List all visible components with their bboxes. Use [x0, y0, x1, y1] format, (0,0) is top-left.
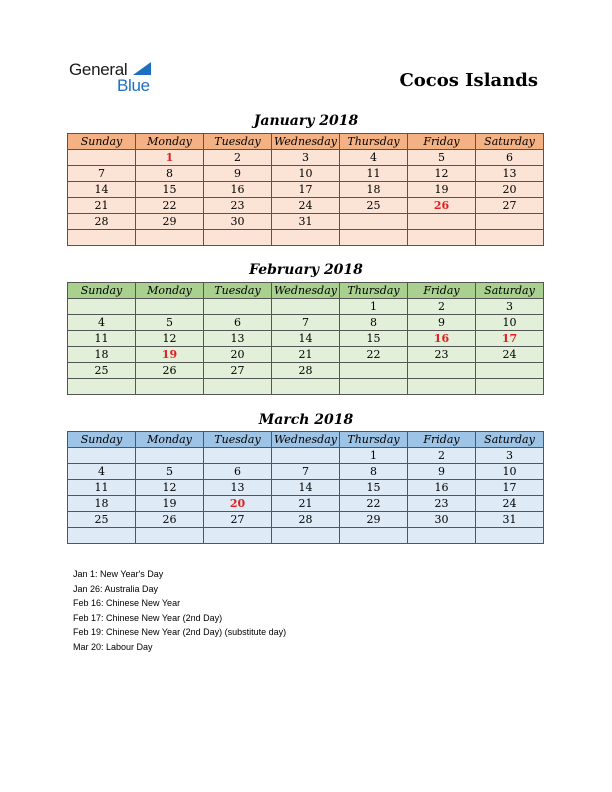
day-cell: 31 — [476, 512, 544, 528]
day-cell: 3 — [476, 448, 544, 464]
month-title-march: March 2018 — [258, 412, 354, 428]
day-cell: 28 — [272, 363, 340, 379]
day-cell: 8 — [136, 166, 204, 182]
day-cell: 2 — [204, 150, 272, 166]
day-cell — [68, 230, 136, 246]
day-cell: 6 — [204, 464, 272, 480]
weekday-header-row — [68, 283, 544, 299]
day-cell: 15 — [136, 182, 204, 198]
day-cell: 7 — [272, 315, 340, 331]
day-cell: 23 — [204, 198, 272, 214]
day-cell — [136, 299, 204, 315]
day-cell: 23 — [408, 347, 476, 363]
day-cell — [136, 230, 204, 246]
holiday-note: Feb 19: Chinese New Year (2nd Day) (substitute day) — [73, 627, 287, 637]
weekday-header: Monday — [136, 134, 204, 150]
day-cell — [476, 214, 544, 230]
logo-blue-text: Blue — [117, 76, 150, 95]
week-row — [68, 512, 544, 528]
day-cell — [272, 528, 340, 544]
weekday-header: Thursday — [340, 283, 408, 299]
calendar-february — [67, 282, 544, 395]
holiday-note: Feb 17: Chinese New Year (2nd Day) — [73, 612, 223, 623]
day-cell — [340, 214, 408, 230]
weekday-header: Sunday — [68, 134, 136, 150]
day-cell: 10 — [476, 315, 544, 331]
day-cell: 2 — [408, 448, 476, 464]
week-row — [68, 347, 544, 363]
day-cell: 3 — [476, 299, 544, 315]
day-cell: 12 — [136, 480, 204, 496]
day-cell — [204, 448, 272, 464]
day-cell: 2 — [408, 299, 476, 315]
day-cell: 25 — [340, 198, 408, 214]
day-cell: 4 — [68, 315, 136, 331]
day-cell: 20 — [204, 347, 272, 363]
day-cell: 12 — [408, 166, 476, 182]
week-row — [68, 363, 544, 379]
day-cell — [408, 230, 476, 246]
week-row — [68, 464, 544, 480]
day-cell: 22 — [340, 347, 408, 363]
day-cell — [204, 528, 272, 544]
month-title-january: January 2018 — [253, 113, 359, 129]
day-cell: 8 — [340, 464, 408, 480]
day-cell: 12 — [136, 331, 204, 347]
day-cell: 27 — [204, 363, 272, 379]
day-cell — [408, 528, 476, 544]
day-cell: 27 — [476, 198, 544, 214]
weekday-header: Tuesday — [204, 283, 272, 299]
day-cell: 11 — [68, 480, 136, 496]
day-cell — [408, 379, 476, 395]
day-cell: 29 — [340, 512, 408, 528]
day-cell: 16 — [204, 182, 272, 198]
weekday-header: Monday — [136, 432, 204, 448]
day-cell — [204, 230, 272, 246]
day-cell: 20 — [204, 496, 272, 512]
week-row — [68, 166, 544, 182]
day-cell: 24 — [476, 496, 544, 512]
calendar-january — [67, 133, 544, 246]
holiday-note: Feb 16: Chinese New Year — [73, 598, 181, 608]
weekday-header: Friday — [408, 283, 476, 299]
day-cell: 6 — [476, 150, 544, 166]
day-cell: 7 — [68, 166, 136, 182]
day-cell: 10 — [476, 464, 544, 480]
week-row — [68, 230, 544, 246]
day-cell: 18 — [68, 347, 136, 363]
weekday-header: Saturday — [476, 432, 544, 448]
holiday-note: Jan 26: Australia Day — [73, 583, 159, 594]
day-cell: 3 — [272, 150, 340, 166]
day-cell — [340, 379, 408, 395]
day-cell — [408, 214, 476, 230]
day-cell: 31 — [272, 214, 340, 230]
logo — [69, 60, 169, 96]
weekday-header-row — [68, 134, 544, 150]
day-cell — [340, 528, 408, 544]
day-cell: 9 — [408, 315, 476, 331]
weekday-header: Tuesday — [204, 134, 272, 150]
week-row — [68, 480, 544, 496]
day-cell — [272, 299, 340, 315]
day-cell — [408, 363, 476, 379]
day-cell: 28 — [272, 512, 340, 528]
day-cell: 5 — [136, 315, 204, 331]
day-cell: 17 — [476, 331, 544, 347]
weekday-header: Thursday — [340, 134, 408, 150]
day-cell — [136, 448, 204, 464]
day-cell: 9 — [408, 464, 476, 480]
day-cell: 7 — [272, 464, 340, 480]
day-cell: 10 — [272, 166, 340, 182]
day-cell — [340, 363, 408, 379]
day-cell — [68, 528, 136, 544]
day-cell: 28 — [68, 214, 136, 230]
week-row — [68, 182, 544, 198]
day-cell: 24 — [272, 198, 340, 214]
weekday-header: Tuesday — [204, 432, 272, 448]
day-cell: 22 — [340, 496, 408, 512]
day-cell: 22 — [136, 198, 204, 214]
day-cell: 26 — [408, 198, 476, 214]
day-cell: 27 — [204, 512, 272, 528]
day-cell: 15 — [340, 331, 408, 347]
weekday-header: Thursday — [340, 432, 408, 448]
day-cell: 14 — [68, 182, 136, 198]
weekday-header: Monday — [136, 283, 204, 299]
month-title-february: February 2018 — [249, 262, 363, 278]
day-cell: 30 — [204, 214, 272, 230]
week-row — [68, 528, 544, 544]
weekday-header: Saturday — [476, 283, 544, 299]
day-cell: 21 — [272, 496, 340, 512]
day-cell — [272, 448, 340, 464]
day-cell: 13 — [204, 331, 272, 347]
week-row — [68, 315, 544, 331]
day-cell — [272, 230, 340, 246]
week-row — [68, 379, 544, 395]
day-cell: 1 — [136, 150, 204, 166]
weekday-header: Wednesday — [272, 134, 340, 150]
day-cell — [476, 363, 544, 379]
day-cell — [340, 230, 408, 246]
day-cell: 24 — [476, 347, 544, 363]
week-row — [68, 331, 544, 347]
week-row — [68, 150, 544, 166]
weekday-header: Wednesday — [272, 283, 340, 299]
day-cell: 13 — [204, 480, 272, 496]
day-cell: 25 — [68, 363, 136, 379]
weekday-header: Sunday — [68, 432, 136, 448]
country-title: Cocos Islands — [399, 70, 538, 91]
day-cell: 8 — [340, 315, 408, 331]
day-cell — [272, 379, 340, 395]
day-cell: 26 — [136, 363, 204, 379]
day-cell: 21 — [272, 347, 340, 363]
day-cell: 25 — [68, 512, 136, 528]
day-cell: 18 — [340, 182, 408, 198]
weekday-header: Wednesday — [272, 432, 340, 448]
day-cell: 11 — [340, 166, 408, 182]
day-cell — [476, 528, 544, 544]
holiday-note: Jan 1: New Year's Day — [73, 569, 164, 579]
week-row — [68, 299, 544, 315]
day-cell — [68, 379, 136, 395]
day-cell — [476, 230, 544, 246]
day-cell — [68, 448, 136, 464]
day-cell: 16 — [408, 331, 476, 347]
week-row — [68, 496, 544, 512]
day-cell: 15 — [340, 480, 408, 496]
weekday-header: Sunday — [68, 283, 136, 299]
day-cell — [204, 299, 272, 315]
day-cell: 18 — [68, 496, 136, 512]
day-cell — [68, 150, 136, 166]
holiday-note: Mar 20: Labour Day — [73, 641, 153, 652]
week-row — [68, 448, 544, 464]
day-cell: 16 — [408, 480, 476, 496]
day-cell: 5 — [408, 150, 476, 166]
day-cell — [136, 379, 204, 395]
day-cell: 13 — [476, 166, 544, 182]
day-cell: 26 — [136, 512, 204, 528]
day-cell: 17 — [476, 480, 544, 496]
logo-triangle-icon — [133, 62, 151, 75]
calendar-march — [67, 431, 544, 544]
weekday-header-row — [68, 432, 544, 448]
day-cell: 19 — [408, 182, 476, 198]
day-cell: 23 — [408, 496, 476, 512]
day-cell — [204, 379, 272, 395]
day-cell: 11 — [68, 331, 136, 347]
day-cell: 30 — [408, 512, 476, 528]
logo-general-text: General — [69, 60, 128, 79]
day-cell — [68, 299, 136, 315]
day-cell: 5 — [136, 464, 204, 480]
day-cell: 17 — [272, 182, 340, 198]
week-row — [68, 214, 544, 230]
day-cell: 14 — [272, 480, 340, 496]
day-cell: 29 — [136, 214, 204, 230]
day-cell — [136, 528, 204, 544]
holiday-notes — [73, 567, 286, 654]
day-cell: 19 — [136, 347, 204, 363]
day-cell: 19 — [136, 496, 204, 512]
weekday-header: Friday — [408, 134, 476, 150]
day-cell: 9 — [204, 166, 272, 182]
day-cell: 20 — [476, 182, 544, 198]
day-cell: 1 — [340, 299, 408, 315]
day-cell: 14 — [272, 331, 340, 347]
day-cell: 1 — [340, 448, 408, 464]
weekday-header: Friday — [408, 432, 476, 448]
day-cell: 4 — [68, 464, 136, 480]
day-cell: 21 — [68, 198, 136, 214]
day-cell — [476, 379, 544, 395]
weekday-header: Saturday — [476, 134, 544, 150]
day-cell: 4 — [340, 150, 408, 166]
week-row — [68, 198, 544, 214]
day-cell: 6 — [204, 315, 272, 331]
